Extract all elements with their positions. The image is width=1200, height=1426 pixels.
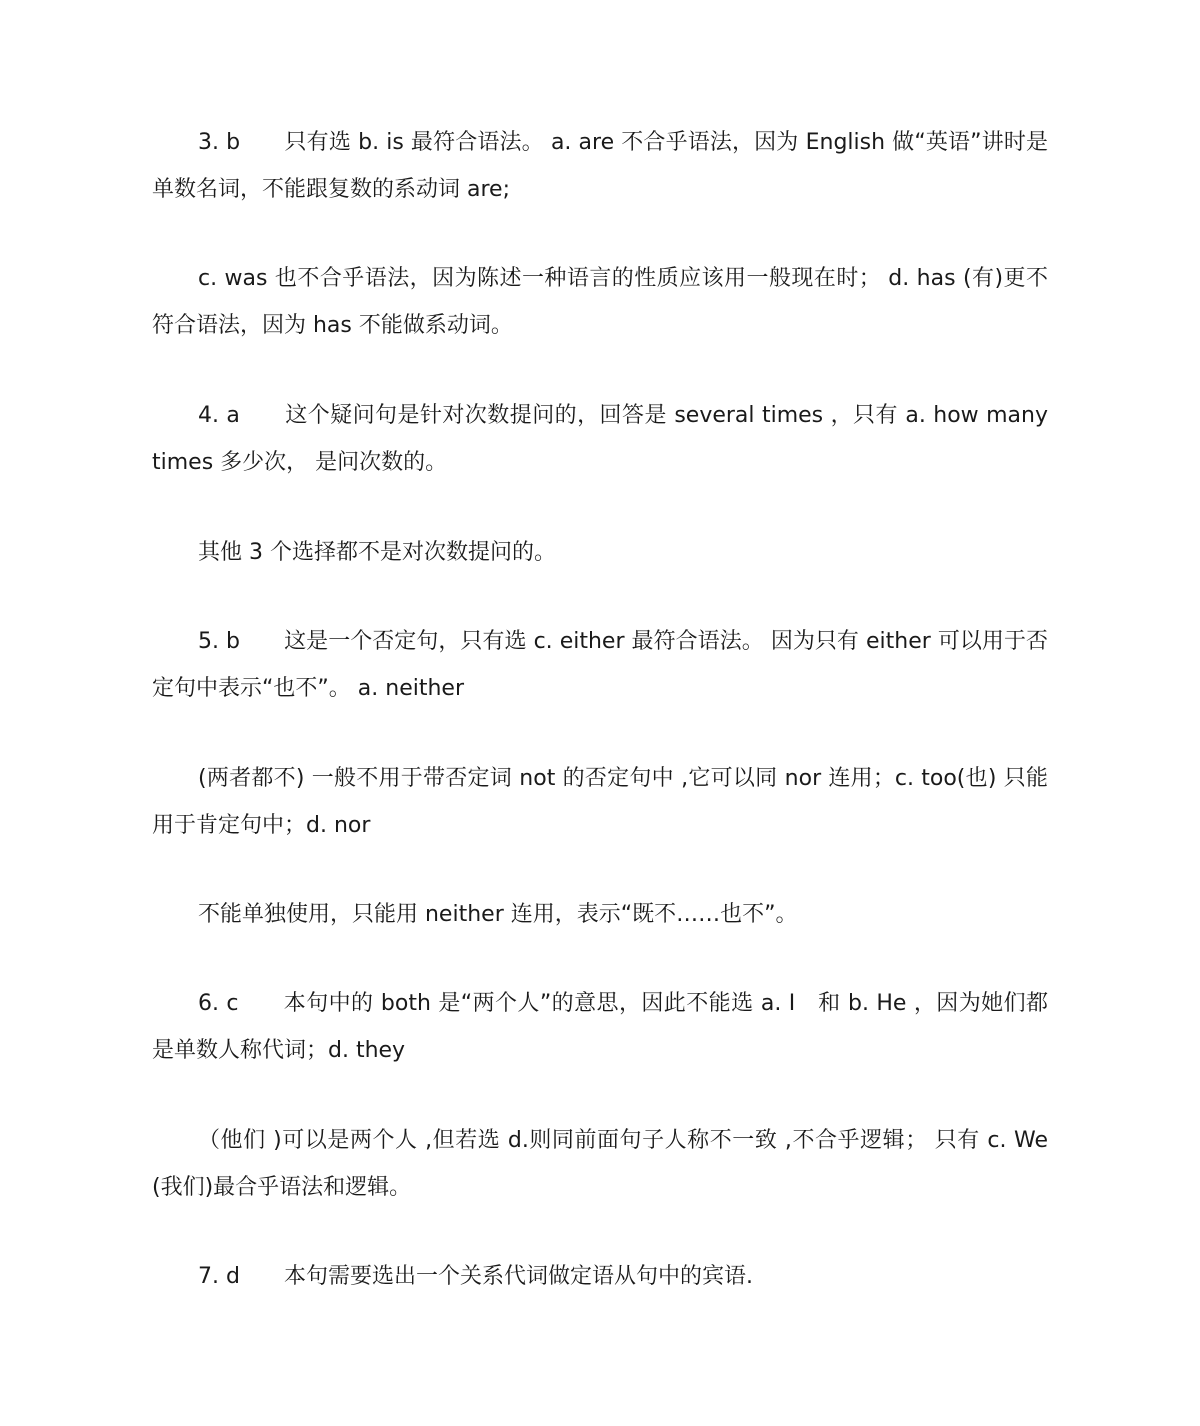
paragraph-answer-5-conclusion: 不能单独使用，只能用 neither 连用，表示“既不……也不”。 bbox=[198, 902, 798, 927]
paragraph-answer-6-continued: （他们 )可以是两个人 ,但若选 d.则同前面句子人称不一致 ,不合乎逻辑； 只有 c. We (我们)最合乎语法和逻辑。 bbox=[152, 1128, 1048, 1200]
paragraph-answer-4: 4. a 这个疑问句是针对次数提问的，回答是 several times ，只有 a. how many times 多少次， 是问次数的。 bbox=[152, 403, 1048, 475]
paragraph-answer-4-continued: 其他 3 个选择都不是对次数提问的。 bbox=[198, 540, 556, 565]
paragraph-answer-6: 6. c 本句中的 both 是“两个人”的意思，因此不能选 a. I 和 b. He ，因为她们都是单数人称代词；d. they bbox=[152, 991, 1048, 1063]
paragraph-answer-7: 7. d 本句需要选出一个关系代词做定语从句中的宾语. bbox=[198, 1264, 753, 1289]
paragraph-answer-3-continued: c. was 也不合乎语法，因为陈述一种语言的性质应该用一般现在时； d. has (有)更不符合语法，因为 has 不能做系动词。 bbox=[152, 266, 1048, 338]
paragraph-answer-5-continued: (两者都不) 一般不用于带否定词 not 的否定句中 ,它可以同 nor 连用；c. too(也) 只能用于肯定句中；d. nor bbox=[152, 766, 1048, 838]
paragraph-answer-5: 5. b 这是一个否定句，只有选 c. either 最符合语法。 因为只有 either 可以用于否定句中表示“也不”。 a. neither bbox=[152, 629, 1048, 701]
paragraph-answer-3: 3. b 只有选 b. is 最符合语法。 a. are 不合乎语法，因为 English 做“英语”讲时是单数名词，不能跟复数的系动词 are; bbox=[152, 130, 1048, 202]
